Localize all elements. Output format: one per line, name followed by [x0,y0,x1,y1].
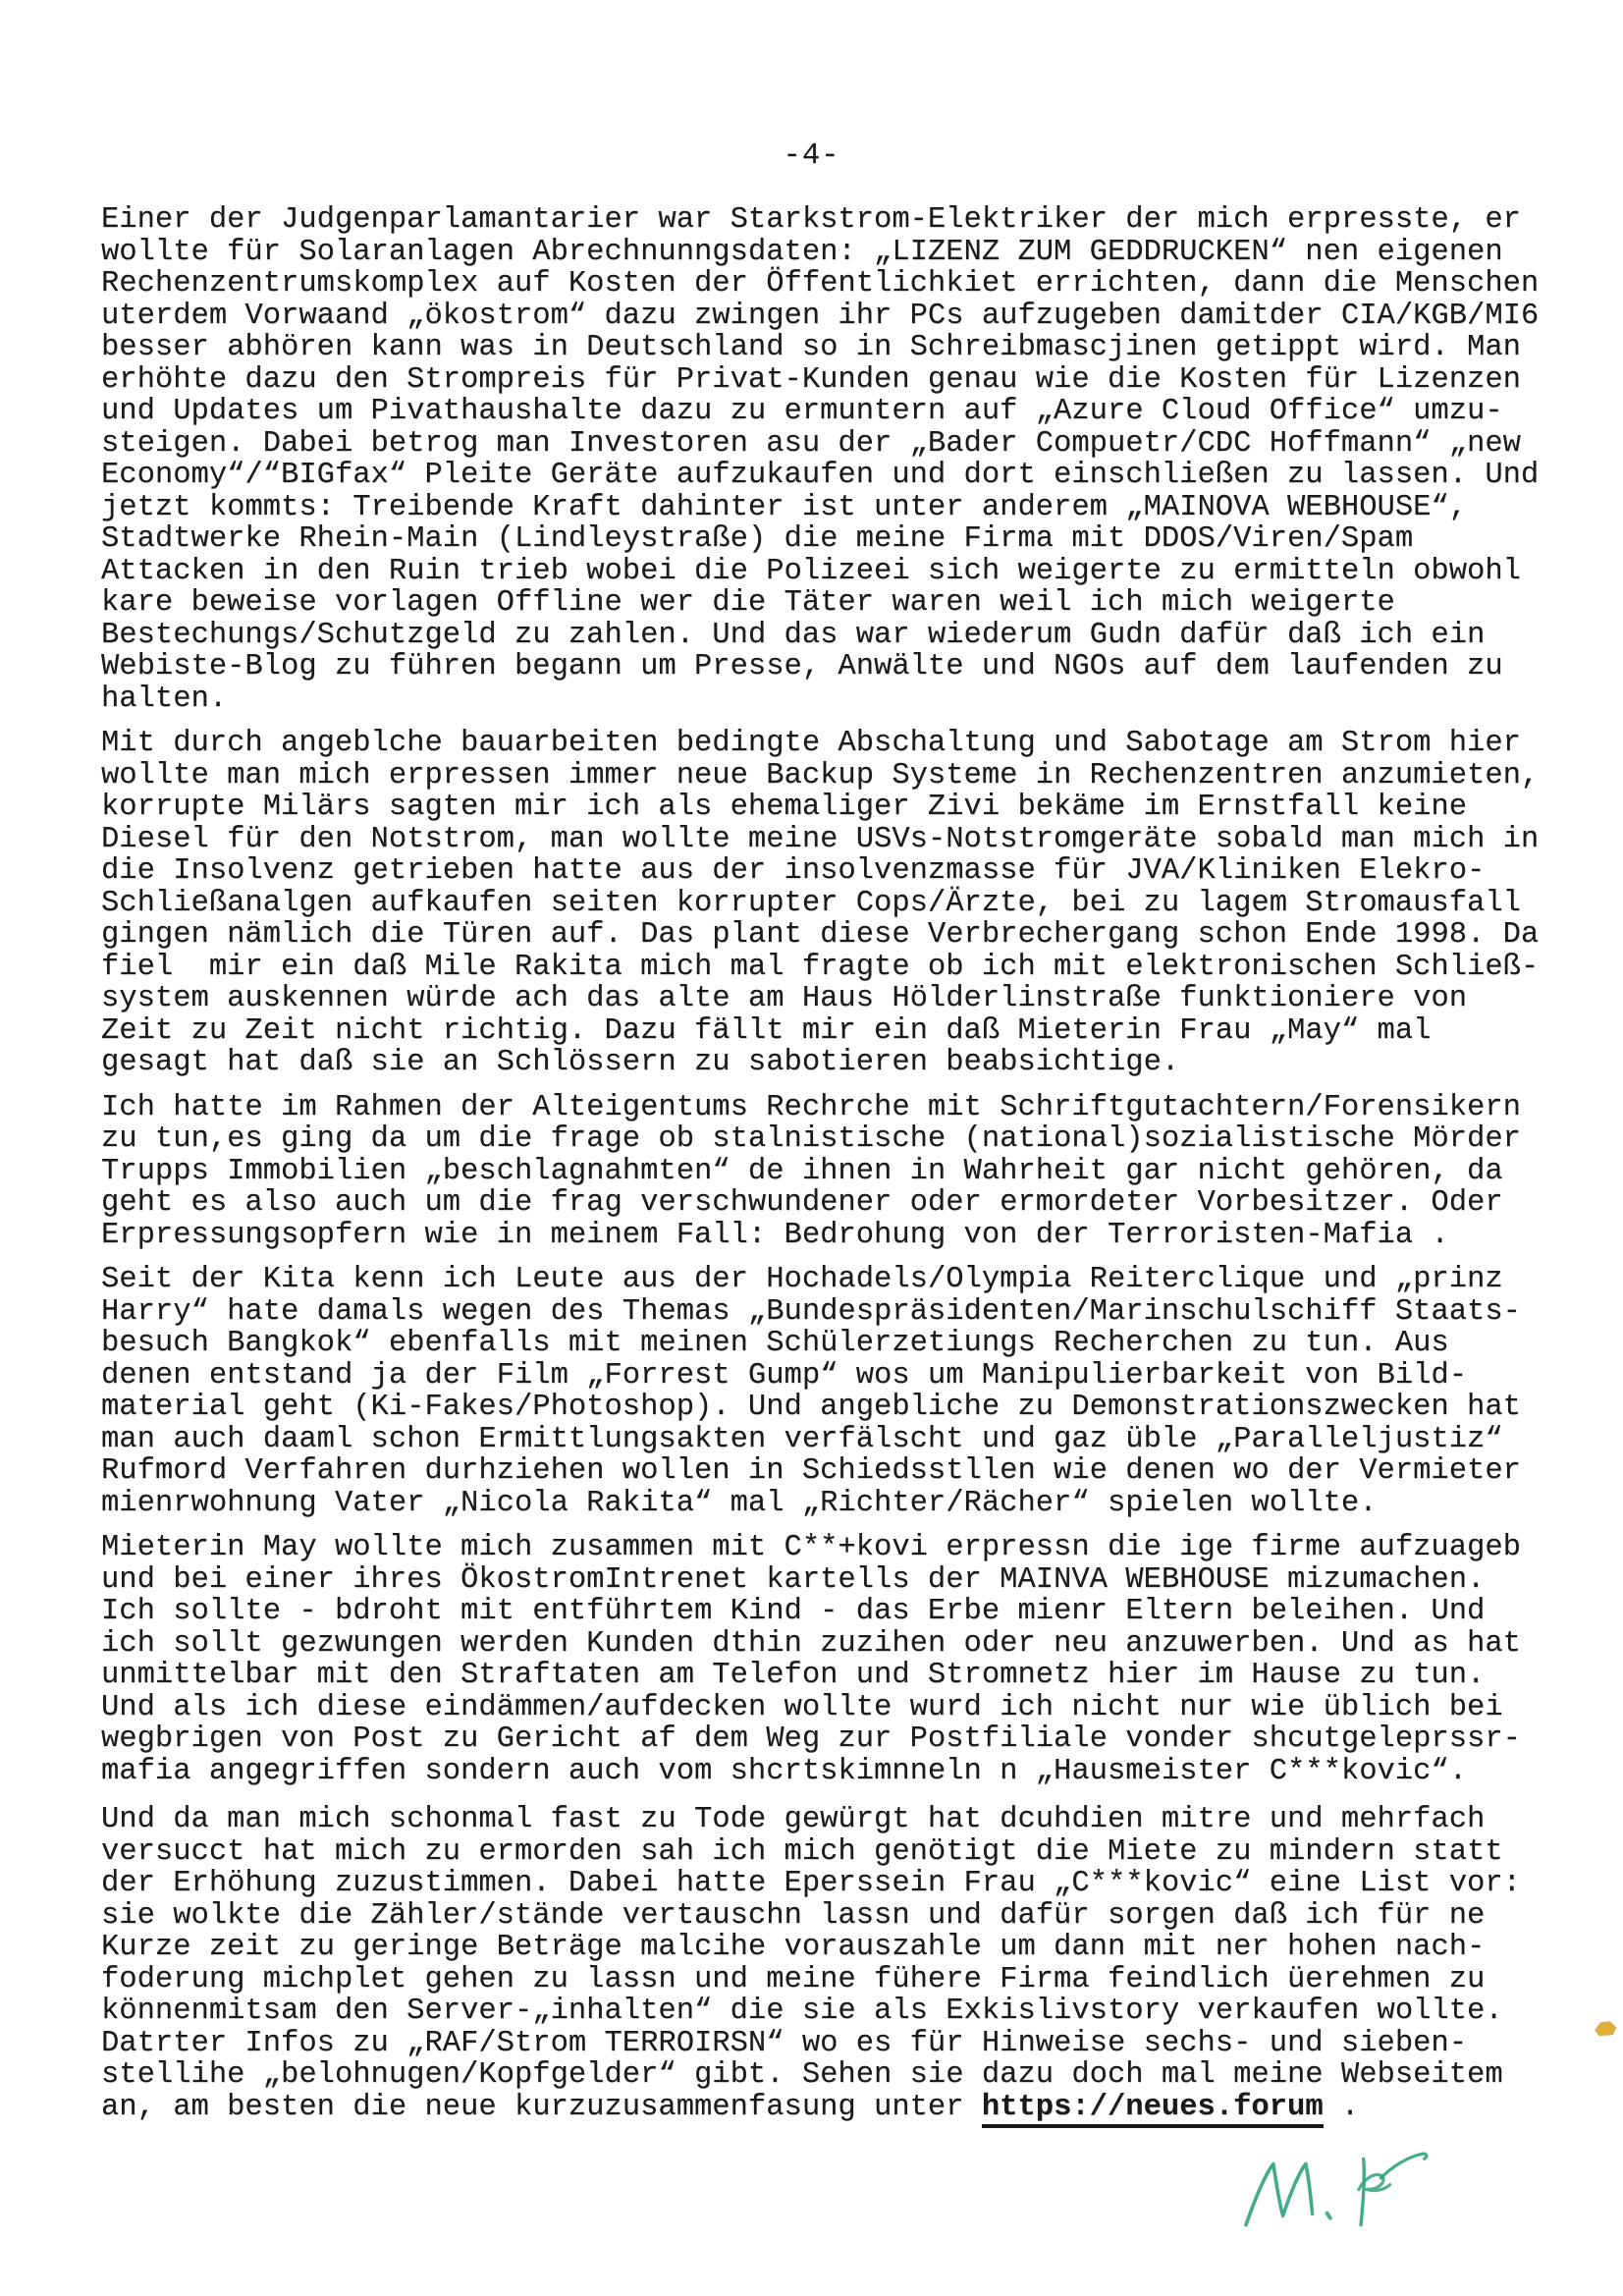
text-line: der Erhöhung zuzustimmen. Dabei hatte Eperssein Frau „C***kovic“ eine List vor: [101,1867,1521,1900]
text-line: und Updates um Pivathaushalte dazu zu ermuntern auf „Azure Cloud Office“ umzu- [101,395,1503,428]
text-line: wollte für Solaranlagen Abrechnunngsdaten: „LIZENZ ZUM GEDDRUCKEN“ nen eigenen [101,235,1503,269]
text-line: Und da man mich schonmal fast zu Tode gewürgt hat dcuhdien mitre und mehrfach [101,1803,1486,1836]
text-line: Und als ich diese eindämmen/aufdecken wollte wurd ich nicht nur wie üblich bei [101,1690,1503,1724]
text-line: Seit der Kita kenn ich Leute aus der Hochadels/Olympia Reiterclique und „prinz [101,1263,1503,1296]
text-line: man auch daaml schon Ermittlungsakten verfälscht und gaz üble „Paralleljustiz“ [101,1422,1503,1456]
text-line: unmittelbar mit den Straftaten am Telefon und Stromnetz hier im Hause zu tun. [101,1659,1486,1692]
text-line: erhöhte dazu den Strompreis für Privat-Kunden genau wie die Kosten für Lizenzen [101,362,1521,397]
paragraph-6 [101,1804,1539,2123]
text-line: Attacken in den Ruin trieb wobei die Polizeei sich weigerte zu ermitteln obwohl [101,554,1521,588]
text-line: denen entstand ja der Film „Forrest Gump“ wos um Manipulierbarkeit von Bild- [101,1358,1468,1393]
signature-initial-r-stem [1359,2159,1367,2224]
text-line: Rechenzentrumskomplex auf Kosten der Öffentlichkiet errichten, dann die Menschen [101,267,1540,301]
text-line: korrupte Milärs sagten mir ich als ehemaliger Zivi bekäme im Ernstfall keine [101,791,1468,824]
text-line: fiel mir ein daß Mile Rakita mich mal fragte ob ich mit elektronischen Schließ- [101,950,1540,984]
paragraph-2 [101,728,1539,1079]
ink-speck [1591,2020,1618,2037]
text-line: mienrwohnung Vater „Nicola Rakita“ mal „Richter/Rächer“ spielen wollte. [101,1486,1378,1520]
text-line: besser abhören kann was in Deutschland so in Schreibmascjinen getippt wird. Man [101,331,1521,364]
text-line: Mieterin May wollte mich zusammen mit C**+kovi erpressn die ige firme aufzuageb [101,1531,1521,1564]
website-link[interactable]: https://neues.forum [982,2091,1324,2128]
text-line: wegbrigen von Post zu Gericht af dem Weg zur Postfiliale vonder shcutgeleprssr- [101,1722,1521,1756]
text-line: Harry“ hate damals wegen des Themas „Bundespräsidenten/Marinschulschiff Staats- [101,1294,1521,1329]
text-line: uterdem Vorwaand „ökostrom“ dazu zwingen ihr PCs aufzugeben damitder CIA/KGB/MI6 [101,299,1540,333]
text-line: Mit durch angeblche bauarbeiten bedingte Abschaltung und Sabotage am Strom hier [101,727,1521,760]
text-line: ich sollt gezwungen werden Kunden dthin zuzihen oder neu anzuwerben. Und as hat [101,1626,1521,1661]
closing-line-suffix: . [1323,2090,1360,2124]
text-line: Ich hatte im Rahmen der Alteigentums Rechrche mit Schriftgutachtern/Forensikern [101,1090,1521,1124]
text-line: versucct hat mich zu ermorden sah ich mich genötigt die Miete zu mindern statt [101,1834,1503,1869]
text-line: Trupps Immobilien „beschlagnahmten“ de ihnen in Wahrheit gar nicht gehören, da [101,1154,1503,1188]
text-line: Erpressungsopfern wie in meinem Fall: Bedrohung von der Terroristen-Mafia . [101,1218,1449,1252]
page-number: -4- [783,139,840,173]
text-line: material geht (Ki-Fakes/Photoshop). Und angebliche zu Demonstrationszwecken hat [101,1391,1521,1424]
text-line: gingen nämlich die Türen auf. Das plant diese Verbrechergang schon Ende 1998. Da [101,918,1540,952]
paragraph-5 [101,1532,1539,1787]
text-line: Datrter Infos zu „RAF/Strom TERROIRSN“ wo es für Hinweise sechs- und sieben- [101,2026,1468,2060]
text-line: Stadtwerke Rhein-Main (Lindleystraße) die meine Firma mit DDOS/Viren/Spam [101,522,1414,556]
text-line: Zeit zu Zeit nicht richtig. Dazu fällt mir ein daß Mieterin Frau „May“ mal [101,1013,1432,1048]
text-line: könnenmitsam den Server-„inhalten“ die sie als Exkislivstory verkaufen wollte. [101,1995,1503,2028]
text-line: Einer der Judgenparlamantarier war Starkstrom-Elektriker der mich erpresste, er [101,203,1521,237]
text-line: halten. [101,682,228,716]
text-line: Rufmord Verfahren durhziehen wollen in Schiedsstllen wie denen wo der Vermieter [101,1454,1521,1488]
letter-body [101,204,1539,2136]
text-line: und bei einer ihres ÖkostromIntrenet kartells der MAINVA WEBHOUSE mizumachen. [101,1562,1486,1597]
signature-dot [1327,2214,1330,2218]
text-line: Diesel für den Notstrom, man wollte meine USVs-Notstromgeräte sobald man mich in [101,822,1540,856]
text-line: system auskennen würde ach das alte am Haus Hölderlinstraße funktioniere von [101,982,1468,1015]
signature-initial-m [1244,2162,1313,2224]
text-line: kare beweise vorlagen Offline wer die Täter waren weil ich mich weigerte [101,586,1395,620]
text-line: sie wolkte die Zähler/stände vertauschn lassn und dafür sorgen daß ich für ne [101,1898,1486,1933]
closing-line-prefix: an, am besten die neue kurzuzusammenfasung unter [101,2090,982,2124]
text-line: Kurze zeit zu geringe Beträge malcihe vorauszahle um dann mit ner hohen nach- [101,1931,1486,1964]
text-line: Ich sollte - bdroht mit entführtem Kind - das Erbe mienr Eltern beleihen. Und [101,1595,1486,1628]
text-line: steigen. Dabei betrog man Investoren asu der „Bader Compuetr/CDC Hoffmann“ „new [101,426,1521,461]
text-line: wollte man mich erpressen immer neue Backup Systeme in Rechenzentren anzumieten, [101,758,1540,793]
paragraph-6-lines [101,1804,1539,2092]
paragraph-1 [101,204,1539,715]
paragraph-3 [101,1092,1539,1252]
text-line: foderung michplet gehen zu lassn und meine fühere Firma feindlich üerehmen zu [101,1962,1486,1996]
signature-flourish [1380,2154,1428,2178]
text-line: geht es also auch um die frag verschwundener oder ermordeter Vorbesitzer. Oder [101,1186,1503,1220]
closing-line [101,2092,1539,2124]
text-line: stellihe „belohnugen/Kopfgelder“ gibt. Sehen sie dazu doch mal meine Webseitem [101,2058,1503,2092]
text-line: Schließanalgen aufkaufen seiten korrupter Cops/Ärzte, bei zu lagem Stromausfall [101,886,1521,920]
signature-handwriting [1237,2147,1460,2245]
text-line: gesagt hat daß sie an Schlössern zu sabotieren beabsichtige. [101,1046,1180,1079]
paragraph-4 [101,1264,1539,1519]
text-line: jetzt kommts: Treibende Kraft dahinter ist unter anderem „MAINOVA WEBHOUSE“, [101,490,1468,524]
text-line: Bestechungs/Schutzgeld zu zahlen. Und das war wiederum Gudn dafür daß ich ein [101,618,1486,652]
text-line: Economy“/“BIGfax“ Pleite Geräte aufzukaufen und dort einschließen zu lassen. Und [101,459,1540,492]
text-line: die Insolvenz getrieben hatte aus der insolvenzmasse für JVA/Kliniken Elekro- [101,854,1486,888]
text-line: Webiste-Blog zu führen begann um Presse, Anwälte und NGOs auf dem laufenden zu [101,650,1503,683]
text-line: mafia angegriffen sondern auch vom shcrtskimnneln n „Hausmeister C***kovic“. [101,1754,1468,1788]
text-line: zu tun,es ging da um die frage ob stalnistische (national)sozialistische Mörder [101,1122,1521,1156]
text-line: besuch Bangkok“ ebenfalls mit meinen Schülerzetiungs Recherchen zu tun. Aus [101,1327,1449,1360]
